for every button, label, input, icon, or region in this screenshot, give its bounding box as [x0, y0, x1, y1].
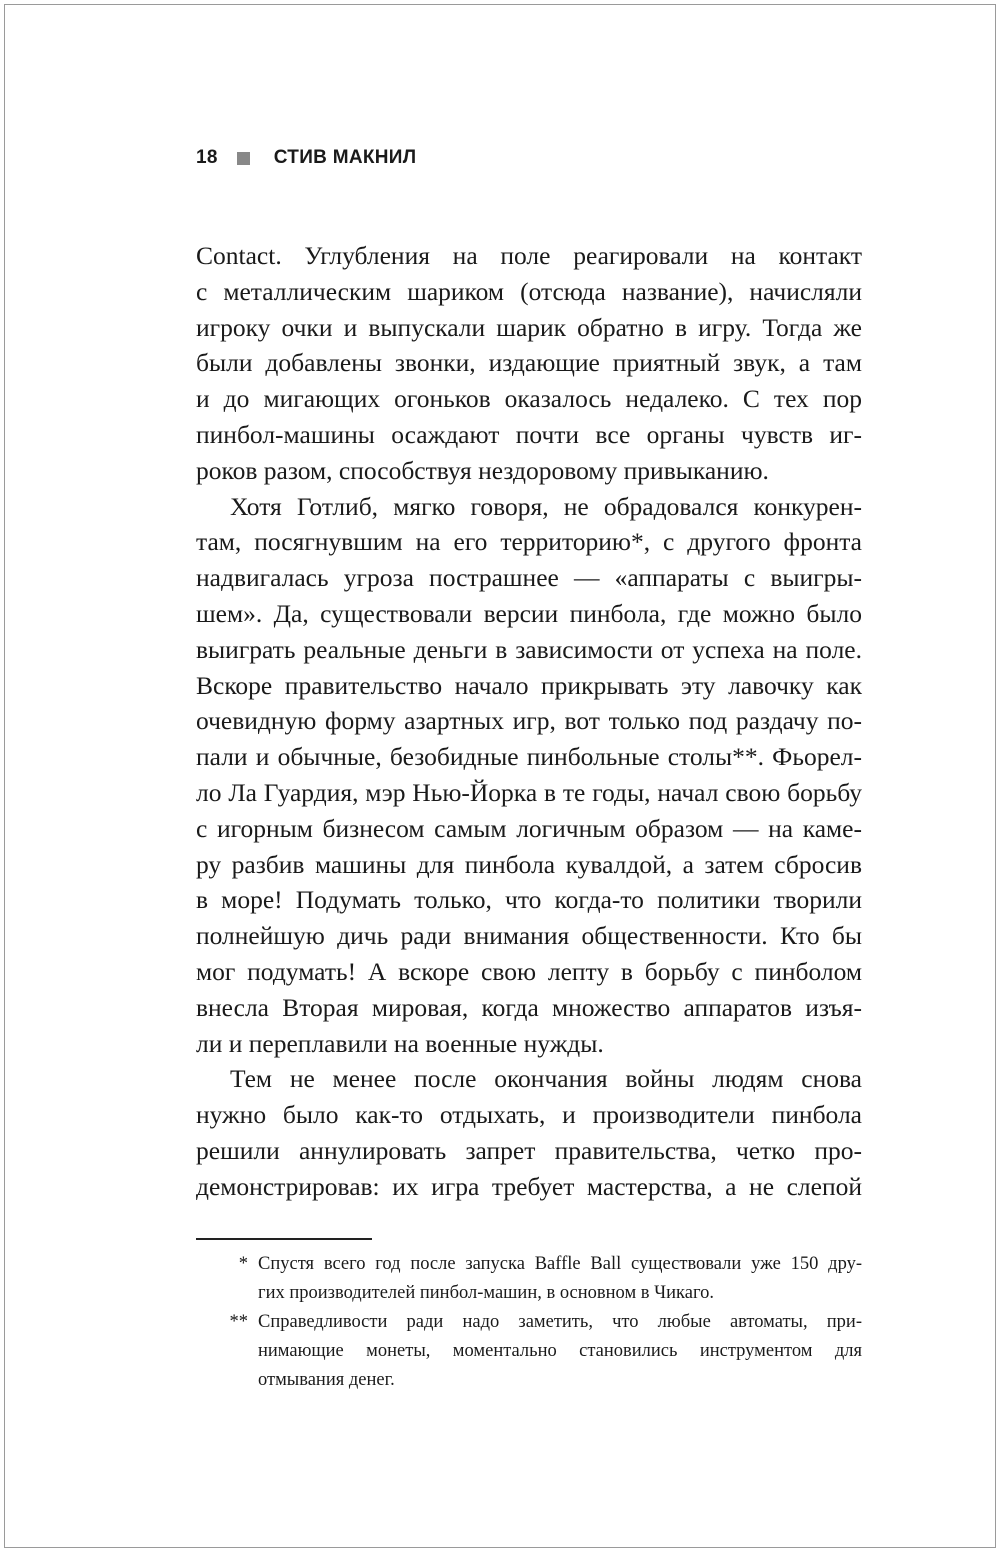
text-line: с металлическим шариком (отсюда название), начисляли [196, 276, 862, 306]
footnote-line: гих производителей пинбол-машин, в основном в Чикаго. [258, 1283, 714, 1303]
text-line: выиграть реальные деньги в зависимости от успеха на поле. [196, 634, 862, 664]
footnote-line: Спустя всего год после запуска Baffle Ball существовали уже 150 дру- [258, 1254, 862, 1274]
footnote-line: отмывания денег. [258, 1370, 395, 1390]
text-line: и до мигающих огоньков оказалось недалеко. С тех пор [196, 384, 862, 414]
footnote-1 [196, 1250, 862, 1308]
text-line: игроку очки и выпускали шарик обратно в игру. Тогда же [196, 312, 862, 342]
text-line: ло Ла Гуардия, мэр Нью-Йорка в те годы, начал свою борьбу [196, 777, 862, 807]
footnote-divider [196, 1238, 372, 1240]
footnote-2 [196, 1308, 862, 1395]
text-line: Тем не менее после окончания войны людям снова [230, 1064, 862, 1094]
square-separator-icon [237, 152, 250, 165]
text-line: внесла Вторая мировая, когда множество аппаратов изъя- [196, 992, 862, 1022]
text-line: ру разбив машины для пинбола кувалдой, а затем сбросив [196, 849, 862, 879]
text-line: пали и обычные, безобидные пинбольные столы**. Фьорел- [196, 742, 862, 772]
text-line: в море! Подумать только, что когда-то политики творили [196, 885, 862, 915]
text-line: очевидную форму азартных игр, вот только под раздачу по- [196, 706, 862, 736]
paragraph-3 [196, 1061, 862, 1204]
text-line: там, посягнувшим на его территорию*, с другого фронта [196, 527, 862, 557]
page-number: 18 [196, 147, 218, 168]
text-line: роков разом, способствуя нездоровому привыканию. [196, 455, 769, 485]
text-line: Вскоре правительство начало прикрывать эту лавочку как [196, 670, 862, 700]
text-line: нужно было как-то отдыхать, и производители пинбола [196, 1100, 862, 1130]
text-line: шем». Да, существовали версии пинбола, где можно было [196, 598, 862, 628]
text-line: мог подумать! А вскоре свою лепту в борьбу с пинболом [196, 956, 862, 986]
text-line: с игорным бизнесом самым логичным образом — на каме- [196, 813, 862, 843]
text-line: ли и переплавили на военные нужды. [196, 1028, 604, 1058]
main-text [196, 238, 862, 1205]
text-line: пинбол-машины осаждают почти все органы чувств иг- [196, 419, 862, 449]
paragraph-2 [196, 489, 862, 1062]
footnotes [196, 1250, 862, 1395]
text-line: Хотя Готлиб, мягко говоря, не обрадовался конкурен- [230, 491, 862, 521]
author-name: СТИВ МАКНИЛ [273, 147, 417, 168]
text-line: надвигалась угроза пострашнее — «аппараты с выигры- [196, 563, 862, 593]
footnote-line: Справедливости ради надо заметить, что любые автоматы, при- [258, 1312, 862, 1332]
footnote-mark: ** [229, 1312, 248, 1332]
text-line: решили аннулировать запрет правительства, четко про- [196, 1135, 862, 1165]
text-line: полнейшую дичь ради внимания общественности. Кто бы [196, 921, 862, 951]
text-line: демонстрировав: их игра требует мастерства, а не слепой [196, 1171, 862, 1201]
text-line: были добавлены звонки, издающие приятный звук, а там [196, 348, 862, 378]
footnote-line: нимающие монеты, моментально становились инструментом для [258, 1341, 862, 1361]
paragraph-1 [196, 238, 862, 489]
running-header [196, 145, 416, 171]
footnote-mark: * [238, 1254, 248, 1274]
text-line: Contact. Углубления на поле реагировали на контакт [196, 241, 862, 270]
